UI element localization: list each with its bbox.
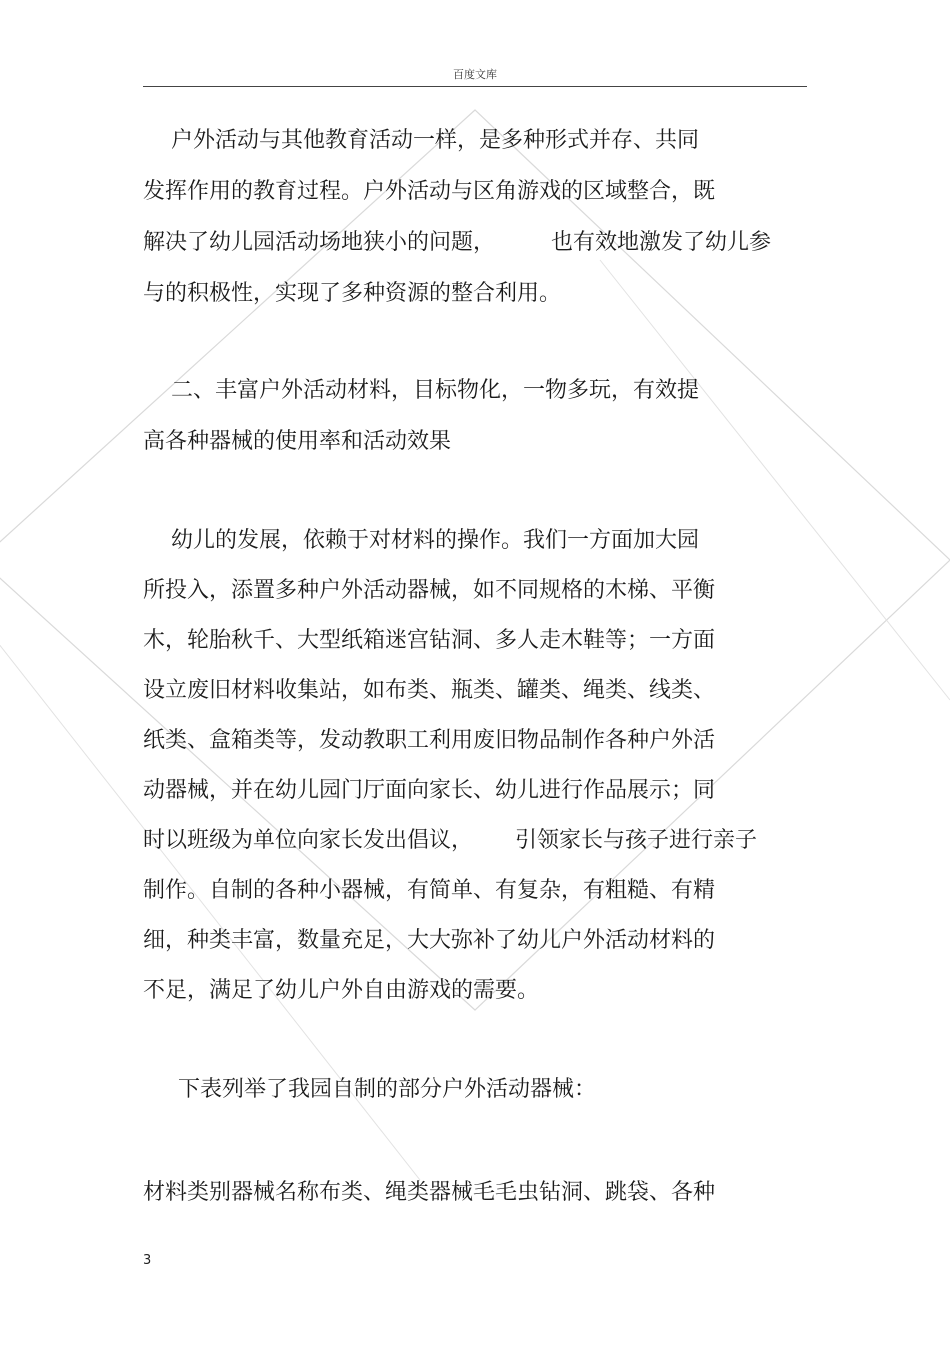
text-line: 与的积极性，实现了多种资源的整合利用。 [143,281,562,306]
page-number: 3 [143,1253,152,1268]
text-line: 不足，满足了幼儿户外自由游戏的需要。 [143,978,540,1003]
text-line: 材料类别器械名称布类、绳类器械毛毛虫钻洞、跳袋、各种 [143,1180,716,1205]
text-line: 高各种器械的使用率和活动效果 [143,429,452,454]
text-line: 下表列举了我园自制的部分户外活动器械： [143,1077,596,1102]
text-line: 设立废旧材料收集站，如布类、瓶类、罐类、绳类、线类、 [143,678,716,703]
text-line: 木，轮胎秋千、大型纸箱迷宫钻洞、多人走木鞋等；一方面 [143,628,716,653]
text-line: 发挥作用的教育过程。户外活动与区角游戏的区域整合，既 [143,179,716,204]
text-line: 时以班级为单位向家长发出倡议， 引领家长与孩子进行亲子 [143,828,757,853]
text-line: 户外活动与其他教育活动一样，是多种形式并存、共同 [143,128,699,153]
text-line: 幼儿的发展，依赖于对材料的操作。我们一方面加大园 [143,528,699,553]
text-line: 纸类、盒箱类等，发动教职工利用废旧物品制作各种户外活 [143,728,716,753]
text-line: 细，种类丰富，数量充足，大大弥补了幼儿户外活动材料的 [143,928,716,953]
page-header: 百度文库 [453,68,497,81]
text-line: 制作。自制的各种小器械，有简单、有复杂，有粗糙、有精 [143,878,716,903]
text-line: 所投入，添置多种户外活动器械，如不同规格的木梯、平衡 [143,578,716,603]
text-line: 二、丰富户外活动材料，目标物化，一物多玩，有效提 [143,378,699,403]
header-divider [143,86,807,87]
text-line: 动器械，并在幼儿园门厅面向家长、幼儿进行作品展示；同 [143,778,716,803]
text-line: 解决了幼儿园活动场地狭小的问题， 也有效地激发了幼儿参 [143,230,771,255]
